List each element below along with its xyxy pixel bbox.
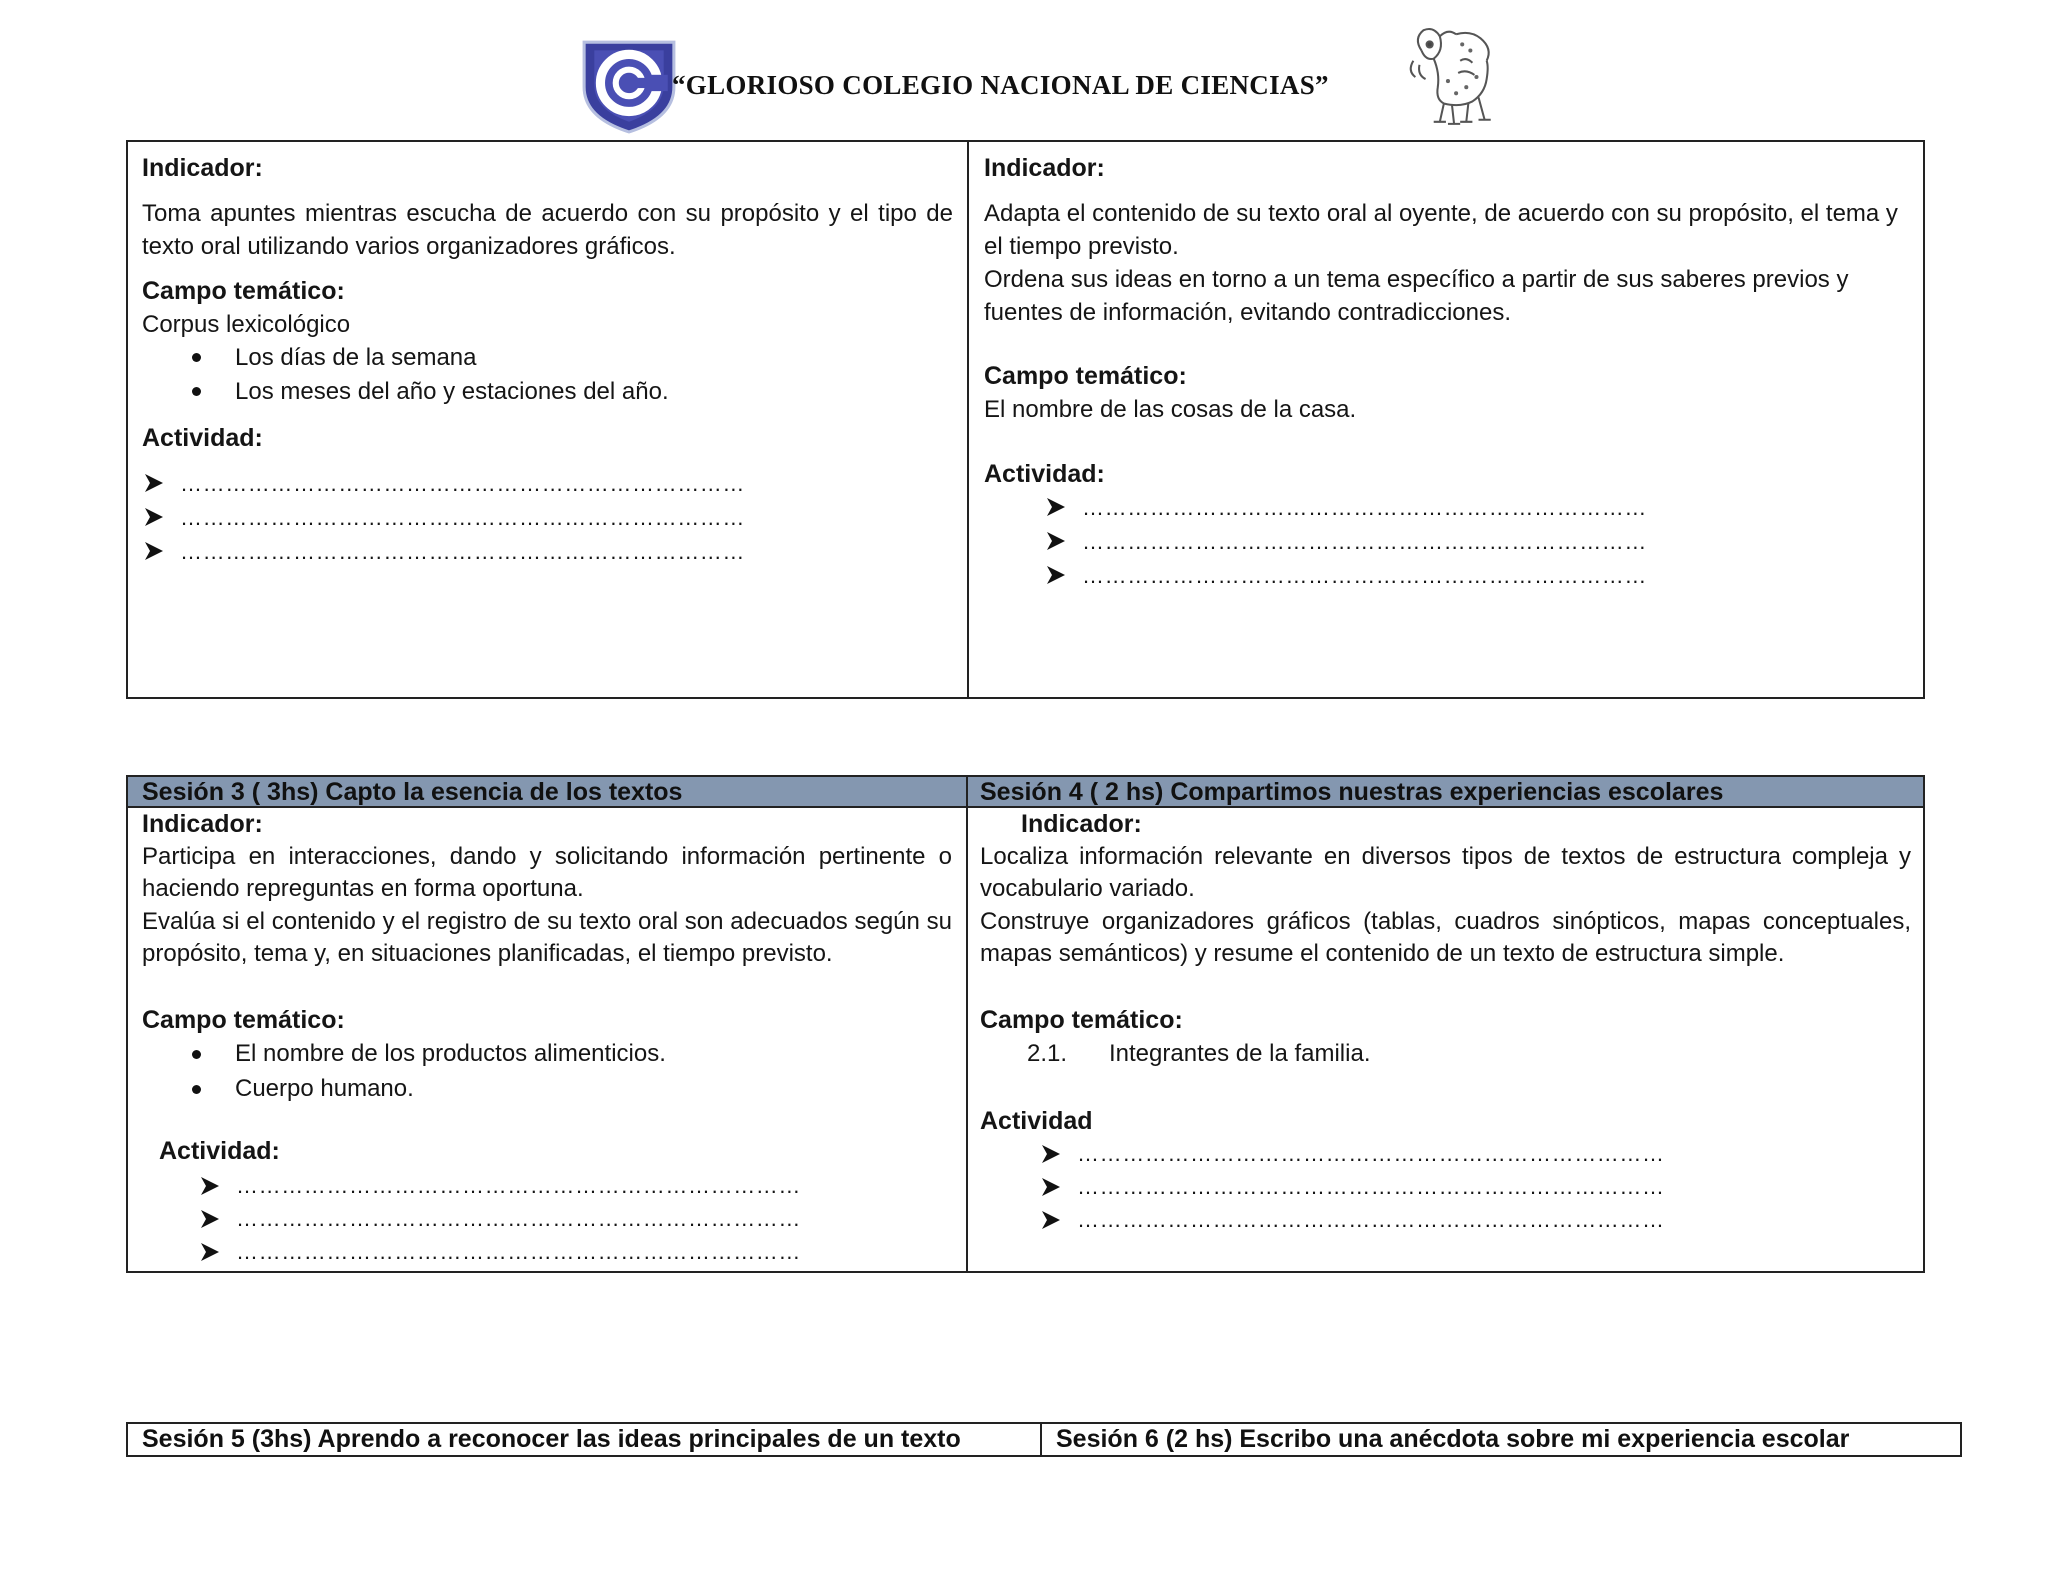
arrow-bullet-icon — [142, 505, 166, 529]
arrow-bullet-icon — [142, 471, 166, 495]
indicator-text: Toma apuntes mientras escucha de acuerdo con su propósito y el tipo de texto oral utilizando varios organizadores gráficos. — [142, 200, 953, 260]
indicator-label: Indicador: — [1021, 810, 1142, 838]
campo-tematico-label: Campo temático: — [142, 277, 345, 305]
mascot-drawing — [1398, 20, 1502, 132]
indicator-text: Adapta el contenido de su texto oral al oyente, de acuerdo con su propósito, el tema y el tiempo previsto. — [984, 200, 1898, 260]
table-1-left-cell — [128, 152, 967, 569]
list-item: ………………………………………………………………… — [1044, 525, 1909, 559]
campo-tematico-label: Campo temático: — [980, 1005, 1183, 1034]
campo-tematico-text: El nombre de las cosas de la casa. — [984, 396, 1357, 423]
session-6-header: Sesión 6 (2 hs) Escribo una anécdota sobre mi experiencia escolar — [1056, 1425, 1850, 1453]
arrow-bullet-icon — [1039, 1142, 1063, 1166]
list-item: Los meses del año y estaciones del año. — [142, 375, 953, 408]
list-item: …………………………………………………………………… — [1039, 1204, 1911, 1237]
indicator-text: Participa en interacciones, dando y solicitando información pertinente o haciendo repreguntas en forma oportuna. — [142, 842, 952, 902]
table-1-divider — [967, 140, 969, 699]
list-item: ………………………………………………………………… — [198, 1170, 952, 1203]
campo-tematico-text: Corpus lexicológico — [142, 311, 351, 338]
table-3-divider — [1040, 1422, 1042, 1457]
indicator-label: Indicador: — [142, 810, 263, 838]
session-5-header: Sesión 5 (3hs) Aprendo a reconocer las ideas principales de un texto — [142, 1425, 961, 1453]
list-item: ………………………………………………………………… — [142, 501, 953, 535]
arrow-bullet-icon — [198, 1174, 222, 1198]
item-number: 2.1. — [1027, 1040, 1068, 1067]
list-item: ………………………………………………………………… — [1044, 491, 1909, 525]
list-item: ………………………………………………………………… — [198, 1236, 952, 1269]
arrow-bullet-icon — [1044, 563, 1068, 587]
campo-tematico-list — [142, 1038, 952, 1105]
actividad-list — [198, 1170, 952, 1269]
list-item: …………………………………………………………………… — [1039, 1171, 1911, 1204]
list-item: Cuerpo humano. — [142, 1073, 952, 1106]
campo-tematico-label: Campo temático: — [984, 362, 1187, 390]
indicator-text: Ordena sus ideas en torno a un tema específico a partir de sus saberes previos y fuentes de información, evitando contradicciones. — [984, 266, 1849, 326]
indicator-label: Indicador: — [142, 154, 263, 182]
indicator-text: Construye organizadores gráficos (tablas, cuadros sinópticos, mapas conceptuales, mapas semánticos) y resume el contenido de un texto de estructura simple. — [980, 907, 1911, 967]
arrow-bullet-icon — [1044, 495, 1068, 519]
actividad-label: Actividad: — [142, 424, 263, 452]
arrow-bullet-icon — [1039, 1208, 1063, 1232]
school-crest-logo — [578, 34, 680, 136]
table-1-right-cell — [970, 152, 1923, 593]
numbered-item — [980, 1038, 1911, 1071]
campo-tematico-label: Campo temático: — [142, 1005, 345, 1034]
indicator-label: Indicador: — [984, 154, 1105, 182]
list-item: Los días de la semana — [142, 341, 953, 374]
arrow-bullet-icon — [198, 1207, 222, 1231]
school-name-title: “GLORIOSO COLEGIO NACIONAL DE CIENCIAS” — [672, 70, 1329, 100]
bullet-icon — [192, 353, 201, 362]
actividad-list — [142, 467, 953, 569]
session-3-header: Sesión 3 ( 3hs) Capto la esencia de los textos — [128, 777, 966, 808]
list-item: El nombre de los productos alimenticios. — [142, 1038, 952, 1071]
table-2-left-cell — [128, 808, 966, 1269]
list-item: ………………………………………………………………… — [198, 1203, 952, 1236]
actividad-label: Actividad: — [159, 1137, 280, 1165]
bullet-icon — [192, 1085, 201, 1094]
indicator-text: Localiza información relevante en diversos tipos de textos de estructura compleja y vocabulario variado. — [980, 842, 1911, 902]
actividad-label: Actividad: — [984, 460, 1105, 488]
arrow-bullet-icon — [198, 1240, 222, 1264]
bullet-icon — [192, 1050, 201, 1059]
bullet-icon — [192, 387, 201, 396]
indicator-text: Evalúa si el contenido y el registro de su texto oral son adecuados según su propósito, tema y, en situaciones planificadas, el tiempo previsto. — [142, 907, 952, 967]
list-item: ………………………………………………………………… — [142, 535, 953, 569]
actividad-label: Actividad — [980, 1107, 1093, 1135]
list-item: ………………………………………………………………… — [1044, 559, 1909, 593]
actividad-list — [1044, 491, 1909, 593]
item-text: Integrantes de la familia. — [1109, 1040, 1371, 1067]
list-item: …………………………………………………………………… — [1039, 1138, 1911, 1171]
session-4-header: Sesión 4 ( 2 hs) Compartimos nuestras experiencias escolares — [966, 777, 1923, 808]
arrow-bullet-icon — [1044, 529, 1068, 553]
campo-tematico-list — [142, 341, 953, 408]
actividad-list — [1039, 1138, 1911, 1237]
arrow-bullet-icon — [142, 539, 166, 563]
table-2-right-cell — [968, 808, 1923, 1237]
arrow-bullet-icon — [1039, 1175, 1063, 1199]
document-header — [0, 0, 2048, 140]
list-item: ………………………………………………………………… — [142, 467, 953, 501]
